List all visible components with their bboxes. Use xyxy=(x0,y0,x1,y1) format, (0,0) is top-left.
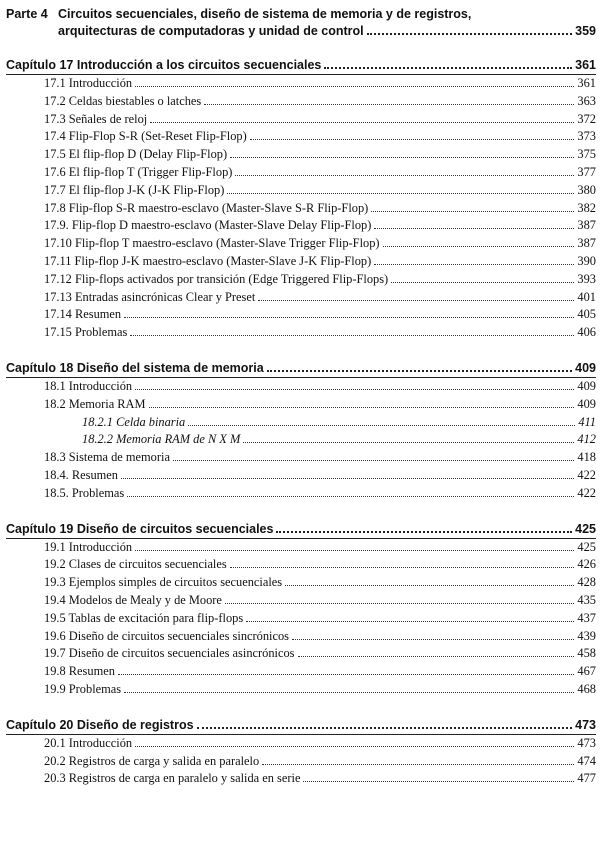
entry-title: 17.3 Señales de reloj xyxy=(44,111,148,126)
dot-leader xyxy=(383,246,575,247)
entry-page: 406 xyxy=(577,325,596,340)
entry-page: 375 xyxy=(577,147,596,162)
part-title-line2: arquitecturas de computadoras y unidad de control xyxy=(58,24,364,38)
dot-leader xyxy=(197,727,573,729)
chapter-page: 409 xyxy=(575,360,596,375)
dot-leader xyxy=(374,228,574,229)
chapter-title: Capítulo 18 Diseño del sistema de memoria xyxy=(6,360,264,375)
entry-page: 390 xyxy=(577,253,596,268)
entry-page: 412 xyxy=(577,432,596,447)
dot-leader xyxy=(267,370,572,372)
chapter-section xyxy=(6,56,596,342)
dot-leader xyxy=(246,621,574,622)
toc-entry[interactable] xyxy=(6,396,596,414)
toc-entry[interactable] xyxy=(6,271,596,289)
entry-title: 17.8 Flip-flop S-R maestro-esclavo (Master-Slave S-R Flip-Flop) xyxy=(44,200,369,215)
toc-entry[interactable] xyxy=(6,539,596,557)
entry-title: 19.4 Modelos de Mealy y de Moore xyxy=(44,592,222,607)
entry-title: 17.12 Flip-flops activados por transición (Edge Triggered Flip-Flops) xyxy=(44,271,389,286)
toc-entry[interactable] xyxy=(6,289,596,307)
entry-page: 380 xyxy=(577,182,596,197)
toc-entry[interactable] xyxy=(6,753,596,771)
dot-leader xyxy=(258,300,574,301)
entry-page: 467 xyxy=(577,664,596,679)
entry-title: 19.3 Ejemplos simples de circuitos secuenciales xyxy=(44,575,283,590)
toc-entry[interactable] xyxy=(6,770,596,788)
part-label: Parte 4 xyxy=(6,7,48,21)
entry-title: 17.5 El flip-flop D (Delay Flip-Flop) xyxy=(44,147,228,162)
entry-title: 19.5 Tablas de excitación para flip-flops xyxy=(44,610,244,625)
entry-page: 426 xyxy=(577,557,596,572)
dot-leader xyxy=(135,746,574,747)
dot-leader xyxy=(367,33,573,35)
entry-page: 458 xyxy=(577,646,596,661)
chapter-list xyxy=(6,56,596,788)
entry-page: 428 xyxy=(577,575,596,590)
toc-entry[interactable] xyxy=(6,217,596,235)
toc-entry[interactable] xyxy=(6,128,596,146)
toc-entry[interactable] xyxy=(6,111,596,129)
dot-leader xyxy=(262,764,574,765)
entry-page: 409 xyxy=(577,378,596,393)
toc-entry[interactable] xyxy=(6,306,596,324)
entry-title: 17.7 El flip-flop J-K (J-K Flip-Flop) xyxy=(44,182,225,197)
entry-title: 17.15 Problemas xyxy=(44,325,128,340)
entry-title: 18.3 Sistema de memoria xyxy=(44,450,170,465)
entry-page: 439 xyxy=(577,628,596,643)
entry-page: 425 xyxy=(577,539,596,554)
entry-page: 387 xyxy=(577,236,596,251)
dot-leader xyxy=(235,175,574,176)
entry-title: 19.9 Problemas xyxy=(44,681,122,696)
toc-entry[interactable] xyxy=(6,681,596,699)
table-of-contents xyxy=(6,6,596,805)
dot-leader xyxy=(135,389,574,390)
dot-leader xyxy=(303,781,574,782)
toc-entry[interactable] xyxy=(6,146,596,164)
toc-entry[interactable] xyxy=(6,75,596,93)
entry-title: 17.1 Introducción xyxy=(44,76,133,90)
toc-entry[interactable] xyxy=(6,645,596,663)
dot-leader xyxy=(124,692,574,693)
dot-leader xyxy=(230,157,574,158)
entry-page: 435 xyxy=(577,592,596,607)
dot-leader xyxy=(118,674,575,675)
entry-page: 372 xyxy=(577,111,596,126)
chapter-section xyxy=(6,716,596,788)
dot-leader xyxy=(204,104,574,105)
toc-entry[interactable] xyxy=(6,663,596,681)
dot-leader xyxy=(135,86,574,87)
dot-leader xyxy=(135,550,574,551)
dot-leader xyxy=(188,425,575,426)
entry-page: 377 xyxy=(577,164,596,179)
toc-entry[interactable] xyxy=(6,182,596,200)
entry-title: 17.13 Entradas asincrónicas Clear y Preset xyxy=(44,289,256,304)
dot-leader xyxy=(225,603,574,604)
dot-leader xyxy=(173,460,574,461)
entry-title: 17.11 Flip-flop J-K maestro-esclavo (Master-Slave J-K Flip-Flop) xyxy=(44,253,372,268)
dot-leader xyxy=(127,496,574,497)
dot-leader xyxy=(243,442,574,443)
entry-page: 401 xyxy=(577,289,596,304)
toc-entry[interactable] xyxy=(6,735,596,753)
entry-title: 18.2.1 Celda binaria xyxy=(82,414,186,429)
chapter-heading[interactable] xyxy=(6,520,596,539)
toc-entry[interactable] xyxy=(6,610,596,628)
entry-title: 17.2 Celdas biestables o latches xyxy=(44,93,202,108)
toc-entry[interactable] xyxy=(6,628,596,646)
entry-page: 411 xyxy=(578,414,596,429)
toc-entry[interactable] xyxy=(6,93,596,111)
entry-page: 418 xyxy=(577,450,596,465)
chapter-heading[interactable] xyxy=(6,359,596,378)
chapter-page: 425 xyxy=(575,521,596,536)
dot-leader xyxy=(124,317,574,318)
toc-subentry[interactable] xyxy=(6,414,596,432)
entry-page: 409 xyxy=(577,396,596,411)
entry-page: 468 xyxy=(577,681,596,696)
entry-page: 422 xyxy=(577,485,596,500)
entry-page: 363 xyxy=(577,93,596,108)
entry-page: 422 xyxy=(577,467,596,482)
entry-title: 20.2 Registros de carga y salida en paralelo xyxy=(44,753,260,768)
dot-leader xyxy=(230,567,575,568)
toc-entry[interactable] xyxy=(6,235,596,253)
entry-title: 17.4 Flip-Flop S-R (Set-Reset Flip-Flop) xyxy=(44,129,247,144)
entry-page: 373 xyxy=(577,129,596,144)
entry-title: 18.2.2 Memoria RAM de N X M xyxy=(82,432,241,447)
entry-title: 19.2 Clases de circuitos secuenciales xyxy=(44,557,227,572)
dot-leader xyxy=(149,407,575,408)
part-title-line1: Circuitos secuenciales, diseño de sistema de memoria y de registros, xyxy=(58,7,472,21)
entry-title: 18.4. Resumen xyxy=(44,467,118,482)
dot-leader xyxy=(285,585,574,586)
entry-page: 361 xyxy=(577,76,596,90)
toc-entry[interactable] xyxy=(6,592,596,610)
entry-page: 474 xyxy=(577,753,596,768)
entry-page: 405 xyxy=(577,307,596,322)
toc-entry[interactable] xyxy=(6,485,596,503)
entry-title: 17.14 Resumen xyxy=(44,307,122,322)
part-page: 359 xyxy=(575,24,596,38)
entry-title: 20.3 Registros de carga en paralelo y salida en serie xyxy=(44,771,301,786)
dot-leader xyxy=(391,282,574,283)
entry-page: 437 xyxy=(577,610,596,625)
dot-leader xyxy=(371,211,574,212)
entry-title: 18.5. Problemas xyxy=(44,485,125,500)
toc-entry[interactable] xyxy=(6,253,596,271)
entry-title: 18.1 Introducción xyxy=(44,378,133,393)
entry-title: 19.7 Diseño de circuitos secuenciales asincrónicos xyxy=(44,646,295,661)
dot-leader xyxy=(276,531,572,533)
chapter-title: Capítulo 20 Diseño de registros xyxy=(6,717,194,732)
toc-entry[interactable] xyxy=(6,200,596,218)
toc-entry[interactable] xyxy=(6,449,596,467)
toc-entry[interactable] xyxy=(6,574,596,592)
chapter-heading[interactable] xyxy=(6,716,596,735)
entry-title: 20.1 Introducción xyxy=(44,735,133,750)
part-heading xyxy=(6,6,596,40)
dot-leader xyxy=(374,264,574,265)
chapter-heading[interactable] xyxy=(6,56,596,75)
chapter-title: Capítulo 19 Diseño de circuitos secuenciales xyxy=(6,521,274,536)
chapter-section xyxy=(6,359,596,503)
dot-leader xyxy=(298,656,575,657)
entry-page: 382 xyxy=(577,200,596,215)
dot-leader xyxy=(324,67,572,69)
dot-leader xyxy=(121,478,574,479)
toc-subentry[interactable] xyxy=(6,431,596,449)
entry-title: 17.9. Flip-flop D maestro-esclavo (Master-Slave Delay Flip-Flop) xyxy=(44,218,372,233)
dot-leader xyxy=(292,639,574,640)
entry-title: 17.6 El flip-flop T (Trigger Flip-Flop) xyxy=(44,164,233,179)
entry-page: 473 xyxy=(577,735,596,750)
toc-entry[interactable] xyxy=(6,324,596,342)
entry-title: 19.8 Resumen xyxy=(44,664,115,679)
toc-entry[interactable] xyxy=(6,467,596,485)
dot-leader xyxy=(227,193,574,194)
entry-page: 477 xyxy=(577,771,596,786)
toc-entry[interactable] xyxy=(6,556,596,574)
chapter-section xyxy=(6,520,596,699)
entry-title: 19.1 Introducción xyxy=(44,539,133,554)
chapter-title: Capítulo 17 Introducción a los circuitos secuenciales xyxy=(6,58,322,72)
toc-entry[interactable] xyxy=(6,378,596,396)
dot-leader xyxy=(130,335,574,336)
chapter-page: 361 xyxy=(575,58,596,72)
entry-title: 19.6 Diseño de circuitos secuenciales sincrónicos xyxy=(44,628,289,643)
dot-leader xyxy=(150,122,574,123)
entry-page: 393 xyxy=(577,271,596,286)
chapter-page: 473 xyxy=(575,717,596,732)
toc-entry[interactable] xyxy=(6,164,596,182)
entry-page: 387 xyxy=(577,218,596,233)
entry-title: 18.2 Memoria RAM xyxy=(44,396,146,411)
dot-leader xyxy=(250,139,575,140)
entry-title: 17.10 Flip-flop T maestro-esclavo (Master-Slave Trigger Flip-Flop) xyxy=(44,236,380,251)
